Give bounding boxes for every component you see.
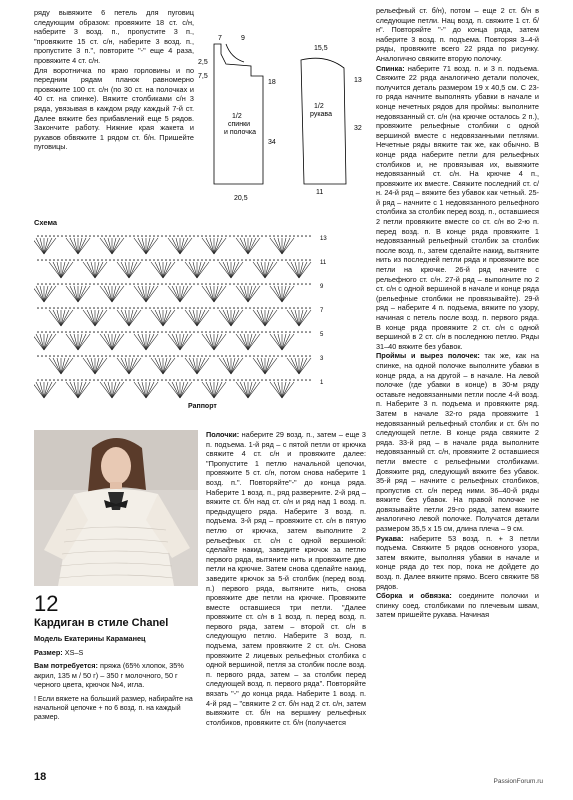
row-number: 9 [320, 284, 324, 290]
footer-watermark: PassionForum.ru [493, 778, 543, 785]
row-number: 1 [320, 380, 324, 386]
sleeve-piece-outline [301, 58, 346, 184]
materials-value: пряжа (65% хлопок, 35% акрил, 135 м / 50 г) – 350 г молочного, 50 г черного цвета, крючок №4, игла. [34, 661, 184, 690]
stitch-fan [66, 238, 90, 254]
chain-row [37, 235, 311, 237]
dim-label: 13 [354, 77, 362, 84]
stitch-fan [270, 334, 294, 350]
stitch-fan [287, 310, 311, 326]
section-lead: Проймы и вырез полочек: [376, 351, 480, 361]
stitch-fan [49, 262, 73, 278]
section-lead: Полочки: [206, 430, 240, 439]
stitch-fan [287, 262, 311, 278]
row-number: 7 [320, 308, 324, 314]
stitch-fan [134, 238, 158, 254]
stitch-fan [253, 358, 277, 374]
stitch-fan [49, 358, 73, 374]
stitch-fan [100, 334, 124, 350]
materials-label: Вам потребуется: [34, 661, 98, 671]
stitch-fan [83, 358, 107, 374]
row-number: 5 [320, 332, 324, 338]
chain-row [37, 307, 311, 309]
paragraph [376, 351, 539, 533]
stitch-fan [270, 238, 294, 254]
size-value: XS–S [64, 647, 84, 657]
stitch-fan [287, 358, 311, 374]
stitch-fan [34, 382, 56, 398]
stitch-fan [117, 262, 141, 278]
dim-label: 7 [218, 35, 222, 42]
piece-label: спинки [228, 121, 251, 128]
stitch-fan [100, 382, 124, 398]
stitch-fan [34, 286, 56, 302]
dim-label: 18 [268, 79, 276, 86]
stitch-fan [66, 286, 90, 302]
paragraph [376, 64, 539, 352]
stitch-fan [151, 262, 175, 278]
stitch-fan [202, 382, 226, 398]
stitch-fan [219, 262, 243, 278]
chain-row [37, 331, 311, 333]
stitch-fan [83, 310, 107, 326]
dim-label: 9 [241, 35, 245, 42]
dim-label: 7,5 [198, 73, 208, 80]
section-text: наберите 53 возд. п. + 3 петли подъема. Свяжите 5 рядов основного узора, затем вяжите, выполняя убавки в начале и конце ряда до тех пор, пока не дойдете до возд. п. Далее вяжите прямо. Всего свяжите 58 рядов. [376, 533, 539, 591]
stitch-fan [117, 358, 141, 374]
article-number: 12 [34, 591, 59, 616]
stitch-fan [219, 358, 243, 374]
stitch-fan [270, 286, 294, 302]
row-number: 11 [320, 260, 327, 266]
stitch-fan [134, 382, 158, 398]
section-text: наберите 71 возд. п. и 3 п. подъема. Свяжите 22 ряда аналогично детали полочек, получится деталь размером 19 х 40,5 см. С 23-го ряда начните выполнять убавки в начале и конце нечетных рядов для проймы: выполните недовязанный ст. с/н (на крючке осталось 2 п.), провяжите рельефные столбики с одной вершиной вместе с недовязанными петлями. Нечетные ряды вяжите так же, как обычно. В конце ряда наберите петли для рельефных столбиков и, не провязывая их, вывяжите недовязанный ст. с/н. На крючке 4 п., провяжите их вместе. Свяжите последний ст. с/н. 24-й ряд – вяжите без убавок как четный. 25-й ряд – начните с 1 недовязанного рельефного столбика за столбик перед возд. п., оставшиеся 2 петли провяжите вместе со ст. с/н во 2-ю п. перед возд. п. В конце ряда провяжите 1 недовязанный рельефный столбик за столбик после возд. п., затем сделайте накид, вытяните нить из последней петли ряда и провяжите все петли на крючке. 26-й ряд начните с рельефного ст. с/н. 27-й ряд – выполните по 2 ст. с/н с одной вершиной в начале и конце ряда (рельефные столбики не провязывайте). 29-й ряд – наберите 4 п. подъема, вяжите по узору, начиная с петель после возд. п. первого ряда. В конце ряда провяжите 2 ст. с/н с одной вершиной в 2 ст. с/н в последнюю петлю. Ряды 31–40 вяжите без убавок. [376, 63, 539, 351]
row-number: 13 [320, 236, 327, 242]
article-title: Кардиган в стиле Chanel [34, 617, 169, 629]
section-lead: Рукава: [376, 533, 404, 543]
stitch-fan [168, 286, 192, 302]
stitch-fan [253, 262, 277, 278]
piece-label: 1/2 [232, 113, 242, 120]
schema-title: Схема [34, 218, 58, 227]
piece-label: и полочка [224, 129, 257, 136]
stitch-fan [236, 382, 260, 398]
model-photo [34, 430, 198, 586]
stitch-fan [185, 310, 209, 326]
size-label: Размер: [34, 647, 63, 657]
crochet-chart [34, 226, 334, 404]
paragraph [376, 534, 539, 592]
stitch-fan [100, 238, 124, 254]
stitch-fan [151, 358, 175, 374]
stitch-fan [253, 310, 277, 326]
section-lead: Спинка: [376, 63, 405, 73]
section-text: рельефный ст. б/н), потом – еще 2 ст. б/н в следующие петли. Нац возд. п. свяжите 1 ст. б/н". Повторяйте "-" до конца ряда, затем наберите 3 возд. п. подъема. Повторяя 3–4-й ряды, провяжите всего 22 ряда по рисунку. Аналогично свяжите вторую полочку. [376, 6, 539, 63]
stitch-fan [236, 334, 260, 350]
stitch-fan [202, 286, 226, 302]
page-number: 18 [34, 771, 47, 783]
instructions-column-right [376, 6, 539, 620]
row-number: 3 [320, 356, 324, 362]
stitch-fan [34, 238, 56, 254]
stitch-fan [134, 334, 158, 350]
stitch-fan [219, 310, 243, 326]
intro-text-column [34, 8, 194, 152]
section-text: наберите 29 возд. п., затем – еще 3 п. подъема. 1-й ряд – с пятой петли от крючка свяжите 4 ст. с/н и провяжите далее: "Пропустите 1 петлю начальной цепочки, провяжите 5 ст. с/н, потом снова наберите 1 возд. п.". Повторяйте"-" до конца ряда. Наберите 1 возд. п., ряд разверните. 2-й ряд – вяжите ст. б/н над ст. с/н и ряд над 1 возд. п. предыдущего ряда. Наберите 3 возд. п. подъема. 3-й ряд – провяжите ст. с/н в пятую петлю от крючка, затем выполните 2 рельефных ст. с/н с одной вершиной: сделайте накид, заведите крючок за петлю первого ряда, вытяните нить и провяжите две петли на крючке. Затем снова сделайте накид, заведите крючок за 5-й столбик (перед возд. п.) первого ряда, вытяните нить, снова провяжите две петли на крючке. Провяжите вместе оставшиеся три петли. "Далее провяжите ст. с/н в 1 возд. п. перед возд. п. первого ряда, затем – второй ст. с/н в следующую петлю. Наберите 3 возд. п. подъема, затем провяжите 2 ст. с/н. Снова провяжите 2 лицевых рельефных столбика с одной вершиной, петля за столбик после возд. п. первого ряда, затем – за столбик перед следующей возд. п. первого ряда". Повторяйте вязать "-" до конца ряда. Наберите 1 возд. п. 4-й ряд – "свяжите 2 ст. б/н над 2 ст. с/н, затем вывяжите ст. б/н на вершину рельефных столбиков, провяжите ст. б/н (получается [206, 430, 366, 727]
stitch-fan [100, 286, 124, 302]
chain-row [37, 379, 311, 381]
piece-label: рукава [310, 111, 332, 118]
stitch-fan [66, 334, 90, 350]
stitch-fan [49, 310, 73, 326]
section-text: так же, как на спинке, на одной полочке выполните убавки в конце ряда, а на другой – в начале. На левой полочке (где убавки в конце) в 30-м ряду оставьте недовязанными петли после 4-й возд. п. Наберите 3 п. подъема и провяжите ряд. Затем в начале 32-го ряда провяжите 1 недовязанный рельефный столбик и ст. б/н по следующей петле. В конце ряда свяжите 2 ряда. 33-й ряд – в начале ряда выполните недовязанный ст. с/н, провяжите 2 оставшиеся петли вместе с рельефными столбиками. Довяжите ряд, следующий вяжите без убавок. 35-й ряд – начните с рельефных столбиков, пропустив ст. с/н перед ними. 36–40-й ряды вяжите без убавок. На правой полочке не довязывайте петли 29-го ряда, затем вяжите аналогично левой полочке. Получатся детали размером 35,5 х 15 см, длина плеча – 9 см. [376, 351, 539, 534]
stitch-fan [151, 310, 175, 326]
stitch-fan [134, 286, 158, 302]
dim-label: 2,5 [198, 59, 208, 66]
dim-label: 11 [316, 189, 324, 196]
paragraph [206, 430, 366, 727]
stitch-fan [66, 382, 90, 398]
stitch-fan [168, 238, 192, 254]
section-text: соедините полочки и спинку соед. столбиками по плечевым швам, затем пришейте рукава. Начиная [376, 591, 539, 620]
chain-row [37, 355, 311, 357]
paragraph [376, 591, 539, 620]
stitch-fan [117, 310, 141, 326]
instructions-column-middle [206, 430, 366, 727]
paragraph: ряду вывяжите 6 петель для пуговиц следующим образом: провяжите 18 ст. с/н, наберите 3 возд. п., пропустите 3 п., "провяжите 15 ст. с/н, наберите 3 возд. п., пропустите 3 п.", повторите "-" еще 4 раза, провяжите 4 ст. с/н. [34, 8, 194, 65]
section-lead: Сборка и обвязка: [376, 591, 452, 601]
stitch-fan [168, 382, 192, 398]
stitch-fan [83, 262, 107, 278]
stitch-fan [270, 382, 294, 398]
stitch-fan [202, 334, 226, 350]
model-credit: Модель Екатерины Караманец [34, 634, 146, 643]
stitch-fan [185, 358, 209, 374]
size-line [34, 648, 198, 658]
article-title-block [34, 592, 198, 722]
stitch-fan [185, 262, 209, 278]
dim-label: 15,5 [314, 45, 328, 52]
materials-line [34, 661, 198, 690]
stitch-fan [168, 334, 192, 350]
stitch-fan [236, 238, 260, 254]
stitch-fan [202, 238, 226, 254]
size-note: ! Если вяжете на больший размер, набирайте на начальной цепочке + по 6 возд. п. на каждый размер. [34, 695, 193, 721]
neck-curve [226, 44, 244, 62]
dim-label: 32 [354, 125, 362, 132]
stitch-fan [34, 334, 56, 350]
dim-label: 34 [268, 139, 276, 146]
dim-label: 20,5 [234, 195, 248, 202]
chain-row [37, 283, 311, 285]
piece-label: 1/2 [314, 103, 324, 110]
stitch-fan [236, 286, 260, 302]
paragraph [376, 6, 539, 64]
paragraph: Для воротничка по краю горловины и по передним рядам планок равномерно провяжите 100 ст. с/н (по 30 ст. на полочках и 40 ст. на спинке). Вяжите столбиками с/н 3 ряда, увязывая в каждом ряду каждый 7-й ст. Далее вяжите без прибавлений еще 5 рядов. Закончите работу. Нижние края жакета и рукавов обвяжите 1 рядом ст. б/н. Пришейте пуговицы. [34, 65, 194, 152]
chain-row [37, 259, 311, 261]
rapport-label: Раппорт [188, 403, 217, 410]
pattern-schematics [196, 6, 371, 206]
